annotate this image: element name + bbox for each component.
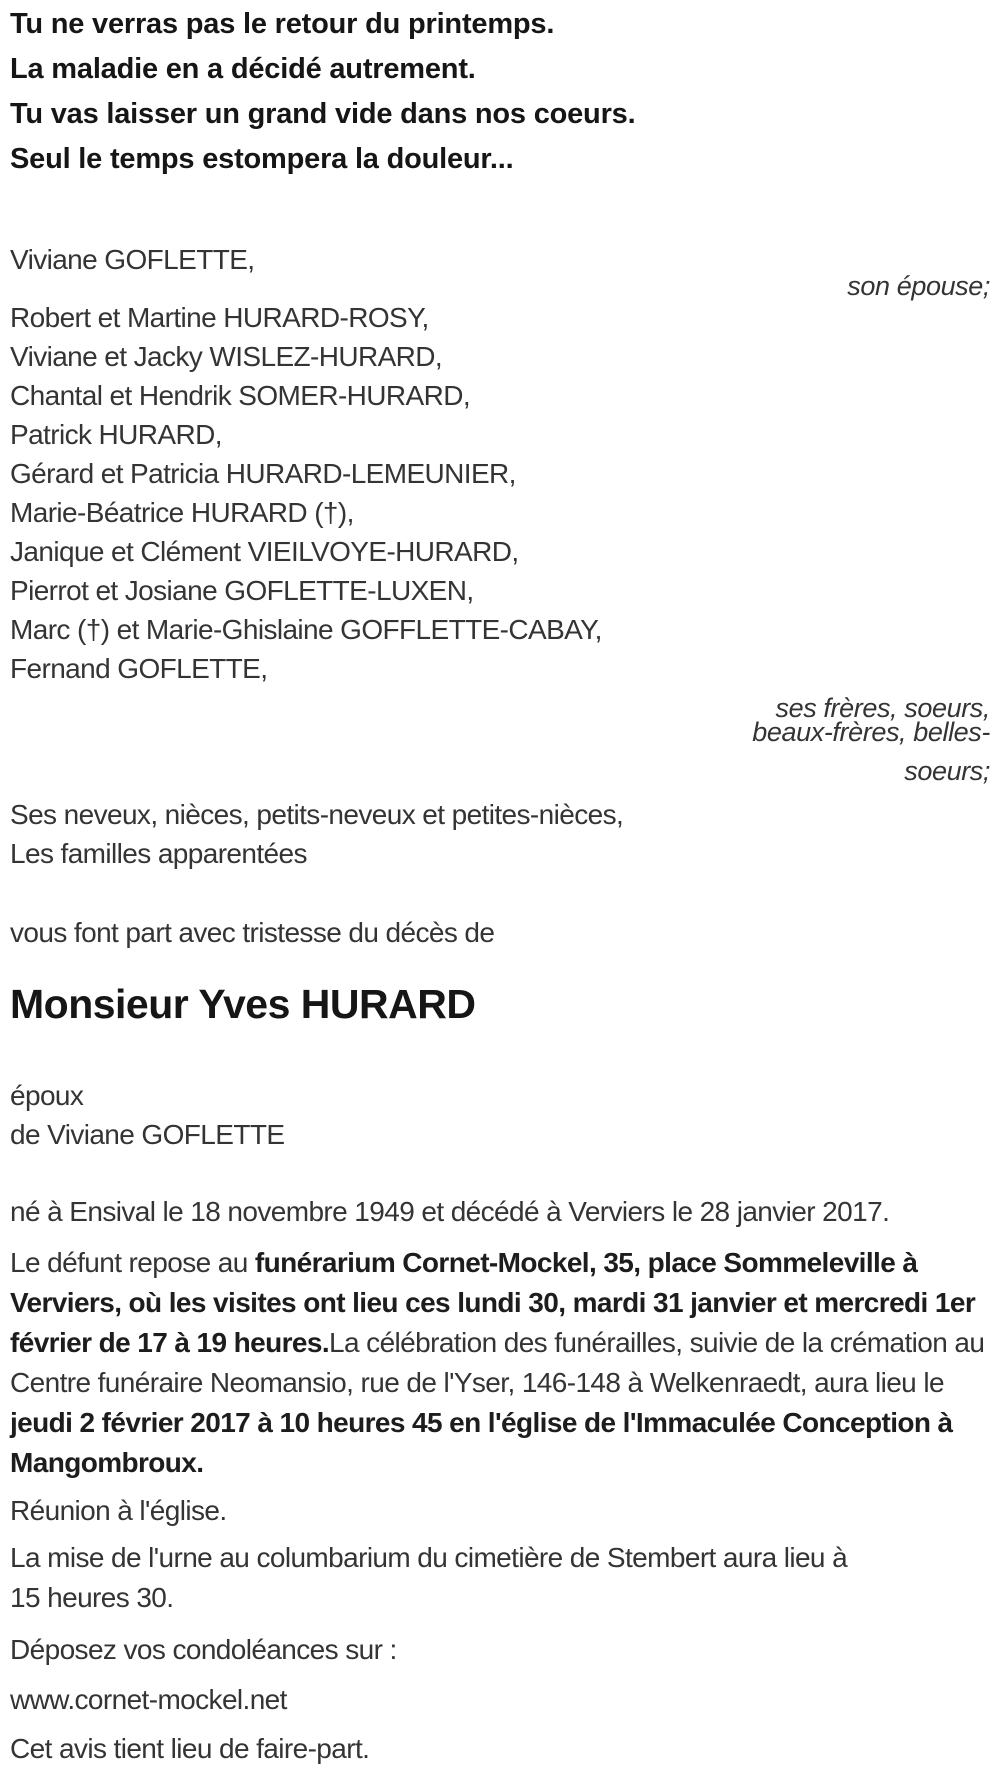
urn-line: 15 heures 30. <box>10 1582 174 1613</box>
family-member: Pierrot et Josiane GOFLETTE-LUXEN, <box>10 575 474 606</box>
family-member: Chantal et Hendrik SOMER-HURARD, <box>10 380 471 411</box>
epigraph <box>10 8 990 176</box>
urn-placement <box>10 1538 990 1618</box>
members-relation-line: ses frères, soeurs, <box>775 693 990 723</box>
church-meeting-line: Réunion à l'église. <box>10 1495 227 1526</box>
deceased-name: Monsieur Yves HURARD <box>10 981 476 1027</box>
urn-line: La mise de l'urne au columbarium du cimetière de Stembert aura lieu à <box>10 1542 848 1573</box>
closing-line: Cet avis tient lieu de faire-part. <box>10 1733 370 1764</box>
family-member: Gérard et Patricia HURARD-LEMEUNIER, <box>10 458 516 489</box>
funeral-segment-bold: jeudi 2 février 2017 à 10 heures 45 en l'église de l'Immaculée Conception à Mangombroux. <box>10 1407 953 1478</box>
members-relation-line: beaux-frères, belles- <box>752 717 990 747</box>
deceased-relation <box>10 1076 990 1154</box>
relation-line: époux <box>10 1080 84 1111</box>
death-notice <box>10 8 990 1768</box>
epigraph-line: La maladie en a décidé autrement. <box>10 53 476 85</box>
other-relatives <box>10 795 990 873</box>
funeral-segment: Le défunt repose au <box>10 1247 255 1278</box>
members-relation-line: soeurs; <box>904 756 990 786</box>
family-member: Marc (†) et Marie-Ghislaine GOFFLETTE-CABAY, <box>10 614 602 645</box>
birth-death-line: né à Ensival le 18 novembre 1949 et décédé à Verviers le 28 janvier 2017. <box>10 1196 890 1227</box>
spouse-name: Viviane GOFLETTE, <box>10 244 255 275</box>
funeral-details <box>10 1243 990 1483</box>
members-relation-label <box>10 693 990 786</box>
epigraph-line: Tu ne verras pas le retour du printemps. <box>10 8 555 40</box>
relatives-line: Ses neveux, nièces, petits-neveux et petites-nièces, <box>10 799 624 830</box>
family-member: Patrick HURARD, <box>10 419 222 450</box>
family-member: Fernand GOFLETTE, <box>10 653 268 684</box>
spouse-relation-label: son épouse; <box>847 271 990 301</box>
epigraph-line: Tu vas laisser un grand vide dans nos coeurs. <box>10 98 636 130</box>
announcement-text: vous font part avec tristesse du décès de <box>10 917 495 948</box>
funeral-segment: La célébration des funérailles, suivie de la crémation au Centre funéraire Neomansio, rue de l'Yser, 146-148 à Welkenraedt, aura lieu le <box>10 1327 985 1398</box>
relatives-line: Les familles apparentées <box>10 838 307 869</box>
website-url: www.cornet-mockel.net <box>10 1684 287 1715</box>
epigraph-line: Seul le temps estompera la douleur... <box>10 143 514 175</box>
family-member: Marie-Béatrice HURARD (†), <box>10 497 354 528</box>
family-member: Janique et Clément VIEILVOYE-HURARD, <box>10 536 519 567</box>
family-members-list <box>10 298 990 688</box>
relation-line: de Viviane GOFLETTE <box>10 1119 285 1150</box>
funeral-segment-bold: funérarium Cornet-Mockel, 35, place Sommeleville à Verviers, où les visites ont lieu ces lundi 30, mardi 31 janvier et mercredi 1er février de 17 à 19 heures. <box>10 1247 976 1358</box>
family-member: Robert et Martine HURARD-ROSY, <box>10 302 429 333</box>
condolences-label: Déposez vos condoléances sur : <box>10 1634 397 1665</box>
family-member: Viviane et Jacky WISLEZ-HURARD, <box>10 341 443 372</box>
